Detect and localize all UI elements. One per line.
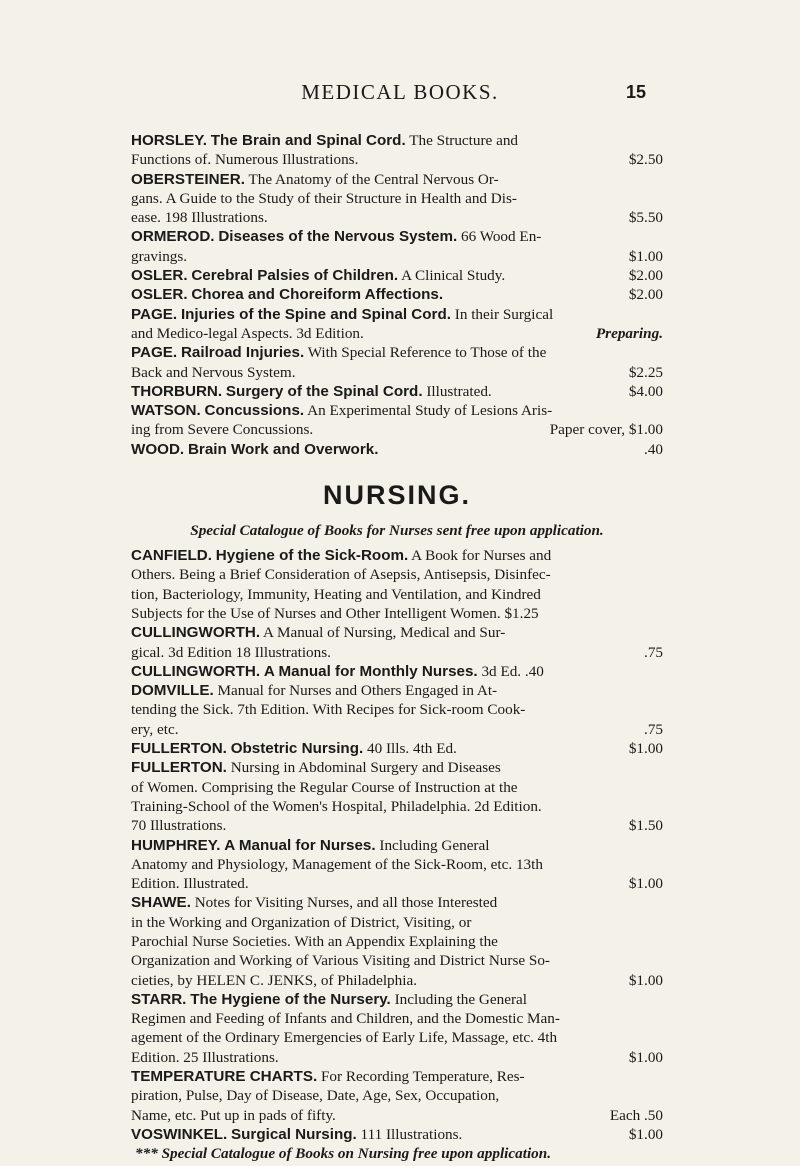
book-title: Chorea and Choreiform Affections. <box>191 286 444 304</box>
book-entry <box>131 681 663 739</box>
book-title: Railroad Injuries. <box>180 344 305 362</box>
book-title: Brain Work and Overwork. <box>187 440 379 458</box>
entry-line <box>131 401 663 420</box>
book-entry <box>131 662 663 681</box>
entry-description: Surgical Nursing. 111 Illustrations. <box>231 1125 463 1143</box>
entry-description: 70 Illustrations. <box>131 817 227 835</box>
entry-text <box>131 797 542 816</box>
catalogue-content <box>131 131 663 1163</box>
author-name: ORMEROD. <box>131 228 215 246</box>
entry-text <box>131 836 489 855</box>
price: Preparing. <box>595 324 663 342</box>
price: .40 <box>644 440 663 458</box>
author-name: PAGE. <box>131 344 178 362</box>
entry-line <box>131 758 663 777</box>
price: $1.50 <box>628 817 663 835</box>
entry-description: For Recording Temperature, Res- <box>320 1068 525 1086</box>
author-name: THORBURN. <box>131 382 223 400</box>
entry-text <box>131 604 539 623</box>
book-entry <box>131 227 663 266</box>
author-name: HORSLEY. <box>131 132 207 149</box>
book-title: Injuries of the Spine and Spinal Cord. <box>180 305 451 323</box>
book-entry <box>131 382 663 401</box>
entry-description: Training-School of the Women's Hospital, Philadelphia. 2d Edition. <box>131 797 542 815</box>
entry-line <box>131 990 663 1009</box>
book-title: Concussions. <box>204 402 305 420</box>
entry-description: Concussions. An Experimental Study of Lesions Aris- <box>204 402 553 420</box>
entry-text <box>131 720 179 739</box>
book-entry <box>131 893 663 989</box>
book-entry <box>131 546 663 623</box>
entry-description: tion, Bacteriology, Immunity, Heating and Ventilation, and Kindred <box>131 585 541 603</box>
entry-line <box>131 797 663 816</box>
entry-line <box>131 1048 663 1067</box>
entry-text <box>131 681 497 700</box>
entry-text <box>131 874 249 893</box>
entry-description: Diseases of the Nervous System. 66 Wood En- <box>218 228 542 246</box>
book-entry <box>131 343 663 382</box>
entry-line <box>131 913 663 932</box>
author-name: CANFIELD. <box>131 547 212 565</box>
entry-description: Hygiene of the Sick-Room. A Book for Nurses and <box>215 547 552 565</box>
entry-description: Subjects for the Use of Nurses and Other Intelligent Women. $1.25 <box>131 604 539 622</box>
entry-description: Edition. 25 Illustrations. <box>131 1048 279 1066</box>
book-entry <box>131 739 663 758</box>
entry-description: of Women. Comprising the Regular Course of Instruction at the <box>131 778 518 796</box>
entry-line <box>131 247 663 266</box>
entry-description: Others. Being a Brief Consideration of Asepsis, Antisepsis, Disinfec- <box>131 566 551 584</box>
entry-line <box>131 739 663 758</box>
book-entry <box>131 1125 663 1144</box>
author-name: CULLINGWORTH. <box>131 624 261 642</box>
entry-description <box>191 286 443 303</box>
entry-line <box>131 855 663 874</box>
price: $1.00 <box>628 247 663 265</box>
entry-line <box>131 836 663 855</box>
entry-description: Cerebral Palsies of Children. A Clinical Study. <box>191 267 506 285</box>
entry-line <box>131 420 663 439</box>
author-name: STARR. <box>131 990 187 1008</box>
book-title: A Manual for Nurses. <box>224 836 376 854</box>
entry-text <box>131 1086 499 1105</box>
page-number: 15 <box>626 82 647 102</box>
entry-description: piration, Pulse, Day of Disease, Date, Age, Sex, Occupation, <box>131 1087 500 1105</box>
entry-line <box>131 565 663 584</box>
entry-description: The Hygiene of the Nursery. Including the General <box>190 990 527 1008</box>
entry-line <box>131 1125 663 1144</box>
price: $1.00 <box>628 1048 663 1066</box>
entry-text <box>131 343 546 362</box>
entry-line <box>131 893 663 912</box>
entry-line <box>131 440 663 459</box>
entry-description: gravings. <box>131 247 188 265</box>
entry-text <box>131 1028 557 1047</box>
entry-text <box>131 227 541 246</box>
entry-text <box>131 932 498 951</box>
entry-text <box>131 170 499 189</box>
entry-text <box>131 758 501 777</box>
entry-text <box>131 208 268 227</box>
entry-line <box>131 150 663 169</box>
entry-text <box>131 189 517 208</box>
medical-books-list <box>131 131 663 459</box>
entry-text <box>131 816 226 835</box>
entry-description: Manual for Nurses and Others Engaged in At- <box>217 682 498 700</box>
entry-line <box>131 266 663 285</box>
entry-text <box>131 363 296 382</box>
entry-text <box>131 401 552 420</box>
book-entry <box>131 440 663 459</box>
entry-line <box>131 208 663 227</box>
entry-description: Injuries of the Spine and Spinal Cord. In their Surgical <box>180 305 554 323</box>
entry-line <box>131 681 663 700</box>
book-entry <box>131 990 663 1067</box>
nursing-books-list <box>131 546 663 1144</box>
entry-text <box>131 700 525 719</box>
entry-description: gical. 3d Edition 18 Illustrations. <box>131 643 331 661</box>
entry-description: in the Working and Organization of District, Visiting, or <box>131 913 472 931</box>
entry-description: gans. A Guide to the Study of their Structure in Health and Dis- <box>131 189 517 207</box>
book-title: Obstetric Nursing. <box>230 740 364 758</box>
entry-text <box>131 643 331 662</box>
entry-description: ery, etc. <box>131 720 179 738</box>
entry-description: A Manual of Nursing, Medical and Sur- <box>263 624 506 642</box>
entry-text <box>131 623 505 642</box>
entry-text <box>131 440 378 459</box>
entry-description: cieties, by HELEN C. JENKS, of Philadelphia. <box>131 971 417 989</box>
entry-description: tending the Sick. 7th Edition. With Recipes for Sick-room Cook- <box>131 701 526 719</box>
author-name: SHAWE. <box>131 894 191 912</box>
entry-text <box>131 546 551 565</box>
book-title: Hygiene of the Sick-Room. <box>215 547 409 565</box>
entry-description: Edition. Illustrated. <box>131 875 249 893</box>
page-header <box>0 78 800 108</box>
book-entry <box>131 305 663 344</box>
book-entry <box>131 285 663 304</box>
entry-description: Organization and Working of Various Visiting and District Nurse So- <box>131 952 550 970</box>
price: $2.00 <box>628 267 663 285</box>
author-name: WATSON. <box>131 402 201 420</box>
entry-text <box>131 951 550 970</box>
entry-text <box>131 585 541 604</box>
entry-line <box>131 189 663 208</box>
price: $2.25 <box>628 363 663 381</box>
catalogue-note: Special Catalogue of Books for Nurses sent free upon application. <box>190 522 604 540</box>
entry-line <box>131 643 663 662</box>
author-name: FULLERTON. <box>131 740 227 758</box>
entry-description: Name, etc. Put up in pads of fifty. <box>131 1106 336 1124</box>
entry-description: Functions of. Numerous Illustrations. <box>131 151 359 169</box>
price: $2.50 <box>628 151 663 169</box>
entry-text <box>131 1009 560 1028</box>
entry-text <box>131 305 553 324</box>
price: $2.00 <box>628 286 663 304</box>
entry-text <box>131 855 543 874</box>
entry-text <box>131 1106 336 1125</box>
entry-description: The Brain and Spinal Cord. The Structure and <box>210 132 519 149</box>
entry-text <box>131 247 187 266</box>
entry-text <box>131 778 518 797</box>
entry-text <box>131 565 551 584</box>
author-name: VOSWINKEL. <box>131 1125 228 1143</box>
entry-line <box>131 382 663 401</box>
book-entry <box>131 266 663 285</box>
entry-description <box>188 441 378 458</box>
book-entry <box>131 836 663 894</box>
entry-description: Regimen and Feeding of Infants and Children, and the Domestic Man- <box>131 1010 560 1028</box>
entry-description: Parochial Nurse Societies. With an Appendix Explaining the <box>131 932 498 950</box>
book-title: A Manual for Monthly Nurses. <box>263 662 478 680</box>
entry-text <box>131 739 457 758</box>
entry-description: A Manual for Monthly Nurses. 3d Ed. .40 <box>263 662 544 680</box>
entry-line <box>131 324 663 343</box>
author-name: WOOD. <box>131 440 185 458</box>
entry-line <box>131 585 663 604</box>
author-name: OSLER. <box>131 286 188 304</box>
book-entry <box>131 170 663 228</box>
entry-line <box>131 131 663 150</box>
book-entry <box>131 1067 663 1125</box>
running-title: MEDICAL BOOKS. <box>301 80 499 104</box>
entry-text <box>131 266 505 285</box>
author-name: OSLER. <box>131 267 188 285</box>
price: $1.00 <box>628 1125 663 1143</box>
entry-description: Railroad Injuries. With Special Reference to Those of the <box>180 344 547 362</box>
entry-line <box>131 170 663 189</box>
entry-description: Anatomy and Physiology, Management of the Sick-Room, etc. 13th <box>131 855 543 873</box>
entry-text <box>131 662 544 681</box>
price: $1.00 <box>628 740 663 758</box>
entry-line <box>131 720 663 739</box>
author-name: CULLINGWORTH. <box>131 662 261 680</box>
entry-description: agement of the Ordinary Emergencies of Early Life, Massage, etc. 4th <box>131 1029 558 1047</box>
entry-text <box>131 150 358 169</box>
entry-description: The Anatomy of the Central Nervous Or- <box>248 170 499 188</box>
price: Paper cover, $1.00 <box>549 421 663 439</box>
book-title: Cerebral Palsies of Children. <box>191 267 399 285</box>
author-name: TEMPERATURE CHARTS. <box>131 1068 318 1086</box>
entry-text <box>131 971 417 990</box>
entry-text <box>131 990 527 1009</box>
entry-line <box>131 305 663 324</box>
entry-line <box>131 1028 663 1047</box>
book-entry <box>131 131 663 170</box>
author-name: HUMPHREY. <box>131 836 221 854</box>
author-name: PAGE. <box>131 305 178 323</box>
entry-description: Nursing in Abdominal Surgery and Diseases <box>230 759 501 777</box>
entry-text <box>131 893 497 912</box>
entry-line <box>131 363 663 382</box>
entry-line <box>131 1086 663 1105</box>
entry-text <box>131 1048 279 1067</box>
price: $1.00 <box>628 971 663 989</box>
entry-text <box>131 285 443 304</box>
entry-line <box>131 816 663 835</box>
entry-description: Surgery of the Spinal Cord. Illustrated. <box>225 382 492 400</box>
entry-text <box>131 913 471 932</box>
entry-description: ing from Severe Concussions. <box>131 421 314 439</box>
entry-text <box>131 420 313 439</box>
author-name: DOMVILLE. <box>131 682 214 700</box>
book-title: Surgery of the Spinal Cord. <box>225 382 423 400</box>
entry-line <box>131 662 663 681</box>
entry-line <box>131 1009 663 1028</box>
entry-description: Back and Nervous System. <box>131 363 296 381</box>
entry-description: Obstetric Nursing. 40 Ills. 4th Ed. <box>230 740 457 758</box>
entry-line <box>131 604 663 623</box>
entry-description: and Medico-legal Aspects. 3d Edition. <box>131 324 364 342</box>
entry-line <box>131 778 663 797</box>
book-title: Diseases of the Nervous System. <box>218 228 458 246</box>
footer-catalogue-note: *** Special Catalogue of Books on Nursing free upon application. <box>135 1145 552 1163</box>
price: Each .50 <box>609 1106 663 1124</box>
entry-text <box>131 324 364 343</box>
entry-text <box>131 1125 462 1144</box>
entry-description: ease. 198 Illustrations. <box>131 209 268 227</box>
entry-line <box>131 546 663 565</box>
entry-line <box>131 700 663 719</box>
entry-description: A Manual for Nurses. Including General <box>224 836 490 854</box>
author-name: OBERSTEINER. <box>131 170 245 188</box>
entry-line <box>131 1067 663 1086</box>
entry-line <box>131 874 663 893</box>
entry-line <box>131 951 663 970</box>
book-entry <box>131 758 663 835</box>
entry-line <box>131 343 663 362</box>
book-entry <box>131 623 663 662</box>
entry-line <box>131 623 663 642</box>
entry-text <box>131 1067 525 1086</box>
entry-line <box>131 1106 663 1125</box>
author-name: FULLERTON. <box>131 759 227 777</box>
price: .75 <box>644 720 663 738</box>
section-title-nursing: NURSING. <box>322 480 471 511</box>
entry-description: Notes for Visiting Nurses, and all those Interested <box>194 894 498 912</box>
entry-text <box>131 382 492 401</box>
price: $5.50 <box>628 209 663 227</box>
book-title: Surgical Nursing. <box>231 1125 357 1143</box>
entry-line <box>131 227 663 246</box>
book-entry <box>131 401 663 440</box>
book-title: The Hygiene of the Nursery. <box>190 990 391 1008</box>
entry-line <box>131 971 663 990</box>
entry-line <box>131 285 663 304</box>
price: $4.00 <box>628 382 663 400</box>
entry-line <box>131 932 663 951</box>
price: .75 <box>644 643 663 661</box>
book-title: The Brain and Spinal Cord. <box>210 132 406 149</box>
price: $1.00 <box>628 875 663 893</box>
entry-text <box>131 131 518 150</box>
